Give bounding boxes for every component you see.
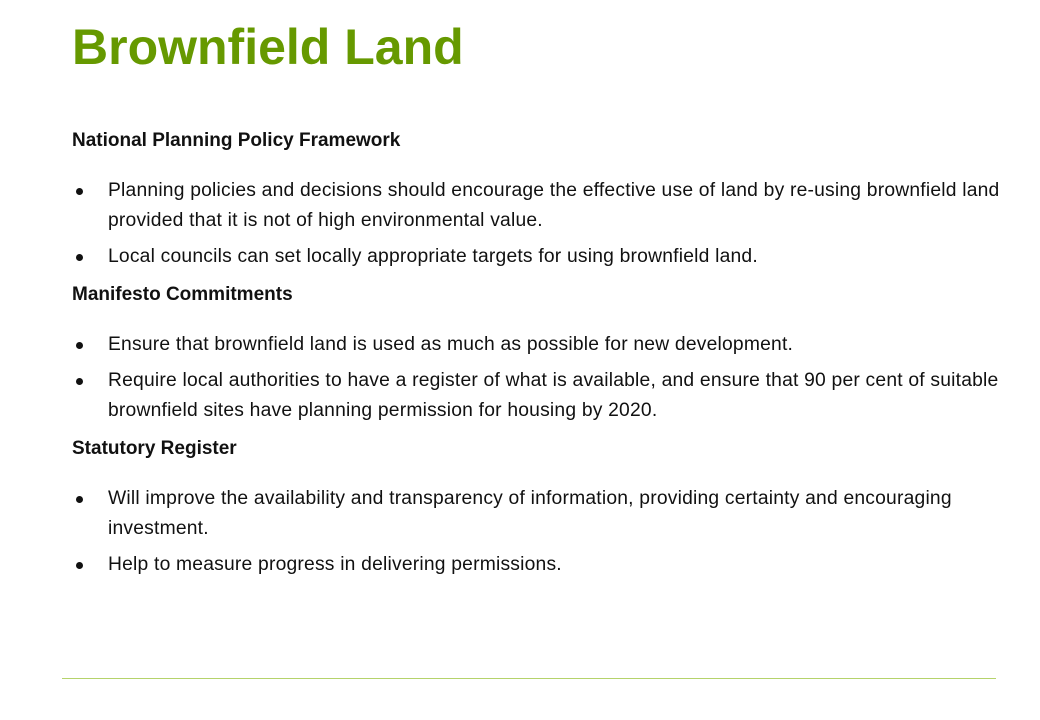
bullet-icon [76, 562, 83, 569]
section-national-planning-policy-framework [72, 128, 1002, 272]
bullet-list [72, 330, 1002, 426]
page-title: Brownfield Land [72, 19, 464, 75]
bullet-list [72, 484, 1002, 580]
section-heading: National Planning Policy Framework [72, 130, 401, 151]
bullet-icon [76, 188, 83, 195]
section-heading: Manifesto Commitments [72, 284, 293, 305]
list-item-text: Local councils can set locally appropriate targets for using brownfield land. [108, 246, 758, 267]
footer-divider [62, 678, 996, 679]
bullet-list [72, 176, 1002, 272]
bullet-icon [76, 378, 83, 385]
section-heading: Statutory Register [72, 438, 237, 459]
slide-content [72, 128, 1002, 590]
bullet-icon [76, 496, 83, 503]
list-item-text: Will improve the availability and transparency of information, providing certainty and encouraging investment. [108, 488, 952, 539]
bullet-icon [76, 342, 83, 349]
list-item-text: Require local authorities to have a register of what is available, and ensure that 90 per cent of suitable brownfield sites have planning permission for housing by 2020. [108, 370, 999, 421]
list-item-text: Help to measure progress in delivering permissions. [108, 554, 562, 575]
list-item [72, 550, 1002, 580]
bullet-icon [76, 254, 83, 261]
list-item [72, 330, 1002, 360]
list-item-text: Ensure that brownfield land is used as much as possible for new development. [108, 334, 794, 355]
list-item [72, 484, 1002, 544]
list-item [72, 242, 1002, 272]
list-item-text: Planning policies and decisions should encourage the effective use of land by re-using brownfield land provided that it is not of high environmental value. [108, 180, 1000, 231]
section-statutory-register [72, 436, 1002, 580]
list-item [72, 366, 1002, 426]
list-item [72, 176, 1002, 236]
section-manifesto-commitments [72, 282, 1002, 426]
